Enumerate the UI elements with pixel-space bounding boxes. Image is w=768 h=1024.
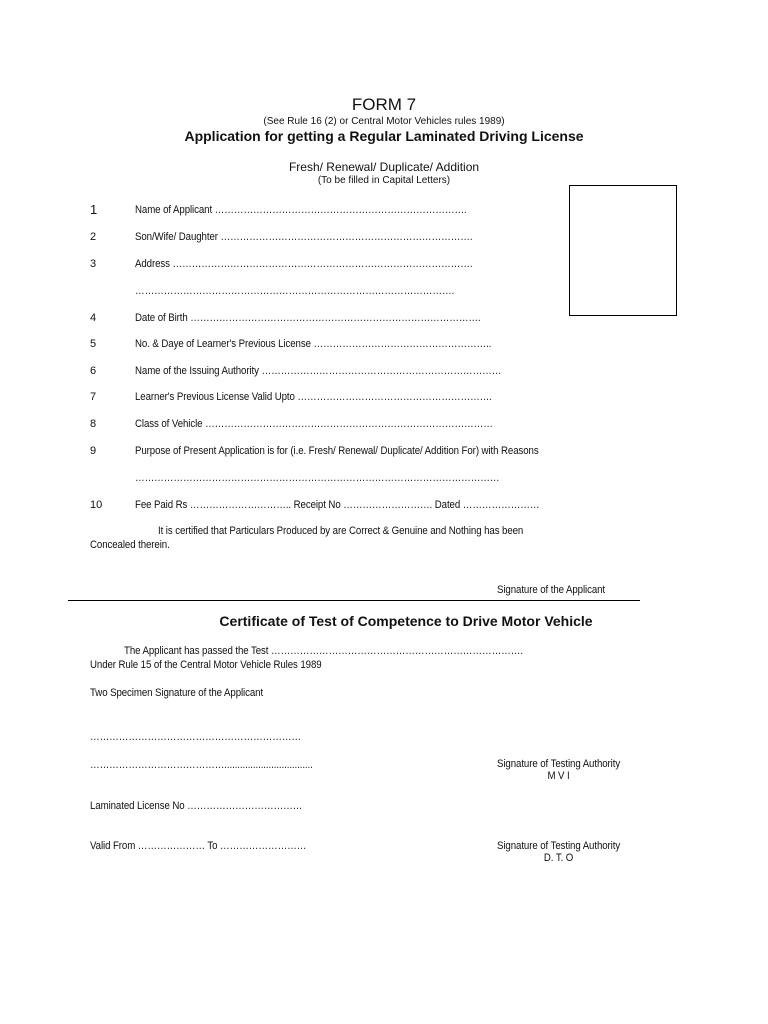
testing-authority-dto-signature	[497, 840, 620, 864]
specimen-signature-label: Two Specimen Signature of the Applicant	[90, 687, 264, 699]
central-rule-line: Under Rule 15 of the Central Motor Vehicle Rules 1989	[90, 659, 322, 671]
field-address-continued: ……………………………………………………………………………………….	[135, 285, 455, 297]
field-purpose: Purpose of Present Application is for (i.e. Fresh/ Renewal/ Duplicate/ Addition For) with Reasons	[135, 445, 539, 457]
field-number: 6	[90, 365, 97, 377]
field-number: 10	[90, 499, 103, 511]
specimen-signature-line-1: …………………………………………………………	[90, 731, 302, 743]
field-name-of-applicant: Name of Applicant …………………………………………………………………….	[135, 204, 467, 216]
field-class-of-vehicle: Class of Vehicle ………………………………………………………………………………	[135, 418, 493, 430]
field-license-valid-upto: Learner's Previous License Valid Upto …………………………………………………….	[135, 391, 492, 403]
field-number: 3	[90, 258, 97, 270]
field-previous-license: No. & Daye of Learner's Previous License ………………………………………………..	[135, 338, 492, 350]
applicant-passed-test: The Applicant has passed the Test …………………………………………………………………….	[124, 645, 523, 657]
valid-from-to: Valid From ………………… To ………………………	[90, 840, 307, 852]
field-issuing-authority: Name of the Issuing Authority …………………………………………………………………	[135, 365, 502, 377]
field-number: 1	[90, 202, 98, 217]
field-son-wife-daughter: Son/Wife/ Daughter …………………………………………………………………….	[135, 231, 473, 243]
testing-authority-role: M V I	[547, 770, 570, 782]
testing-authority-mvi-signature	[497, 758, 620, 782]
testing-authority-label: Signature of Testing Authority	[497, 758, 621, 770]
specimen-signature-line-2: ……………………………………..................................	[90, 759, 313, 771]
signature-of-applicant: Signature of the Applicant	[497, 584, 606, 596]
field-number: 2	[90, 231, 97, 243]
certificate-title: Certificate of Test of Competence to Drive Motor Vehicle	[219, 613, 593, 629]
capital-letters-instruction: (To be filled in Capital Letters)	[317, 175, 451, 186]
laminated-license-number: Laminated License No ………………………………	[90, 800, 303, 812]
field-fee-paid: Fee Paid Rs ………………………….. Receipt No ………………………. Dated ……………………	[135, 499, 540, 511]
application-types: Fresh/ Renewal/ Duplicate/ Addition	[288, 160, 480, 174]
field-number: 5	[90, 338, 97, 350]
rule-reference: (See Rule 16 (2) or Central Motor Vehicles rules 1989)	[263, 116, 505, 127]
testing-authority-role: D. T. O	[543, 852, 574, 864]
photo-box	[569, 185, 677, 316]
field-number: 7	[90, 391, 97, 403]
field-address: Address ………………………………………………………………………………….	[135, 258, 473, 270]
field-number: 4	[90, 312, 97, 324]
application-title: Application for getting a Regular Laminated Driving License	[184, 128, 584, 144]
field-number: 8	[90, 418, 97, 430]
field-number: 9	[90, 445, 97, 457]
field-purpose-reasons: ……………………………………………………………………………………………………	[135, 472, 500, 484]
field-date-of-birth: Date of Birth ……………………………………………………………………………….	[135, 312, 481, 324]
certification-line-1: It is certified that Particulars Produced by are Correct & Genuine and Nothing has been	[158, 525, 524, 537]
form-title: FORM 7	[351, 95, 417, 114]
certification-line-2: Concealed therein.	[90, 539, 170, 551]
testing-authority-label: Signature of Testing Authority	[497, 840, 621, 852]
section-divider	[68, 600, 640, 601]
